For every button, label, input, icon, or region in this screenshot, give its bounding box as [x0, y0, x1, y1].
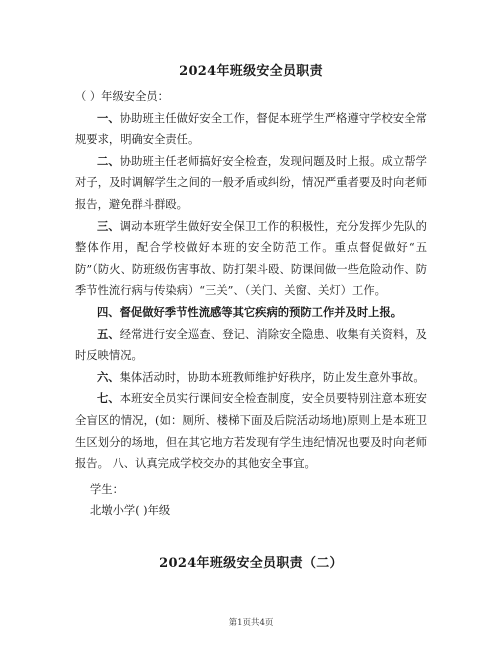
item-text: 集体活动时，协助本班教师维护好秩序，防止发生意外事故。 [119, 370, 425, 384]
document-body [75, 86, 427, 522]
item-text: 调动本班学生做好安全保卫工作的积极性，充分发挥少先队的整体作用，配合学校做好本班的安全防范工作。重点督促做好“五防”（防火、防班级伤害事故、防打架斗殴、防课间做一些危险动作、防季节性流行病与传染病）“三关”、（关门、关窗、关灯）工作。 [75, 219, 427, 298]
duty-item [75, 151, 427, 216]
item-number: 四、 [97, 304, 120, 319]
item-number: 六、 [97, 369, 120, 384]
section-title: 2024年班级安全员职责（二） [159, 556, 343, 571]
item-number: 五、 [97, 326, 120, 341]
school-line: 北墩小学( )年级 [90, 504, 171, 518]
item-text: 经常进行安全巡查、登记、消除安全隐患、收集有关资料，及时反映情况。 [75, 327, 427, 363]
item-number: 二、 [97, 153, 120, 168]
item-number: 三、 [97, 218, 120, 233]
duty-item [75, 324, 427, 367]
item-text: 协助班主任做好安全工作，督促本班学生严格遵守学校安全常规要求，明确安全责任。 [75, 111, 427, 147]
item-number: 七、 [97, 391, 120, 406]
item-number: 一、 [97, 110, 120, 125]
duty-item [75, 216, 427, 302]
intro-line: （ ）年级安全员： [75, 90, 169, 103]
page-number: 第1页共4页 [228, 618, 274, 628]
sign-label: 学生： [90, 482, 124, 496]
duty-item [75, 108, 427, 151]
item-text: 督促做好季节性流感等其它疾病的预防工作并及时上报。 [119, 304, 403, 319]
item-text: 协助班主任老师搞好安全检查，发现问题及时上报。成立帮学对子，及时调解学生之间的一般矛盾或纠纷，情况严重者要及时向老师报告，避免群斗群殴。 [75, 154, 427, 211]
document-title: 2024年班级安全员职责 [179, 64, 323, 79]
duty-item [75, 367, 427, 389]
duty-item [75, 388, 427, 474]
duty-item [75, 302, 427, 324]
item-text: 本班安全员实行课间安全检查制度，安全员要特别注意本班安全盲区的情况，(如：厕所、楼梯下面及后院活动场地)原则上是本班卫生区划分的场地，但在其它地方若发现有学生违纪情况也要及时向老师报告。 八、认真完成学校交办的其他安全事宜。 [75, 392, 427, 471]
